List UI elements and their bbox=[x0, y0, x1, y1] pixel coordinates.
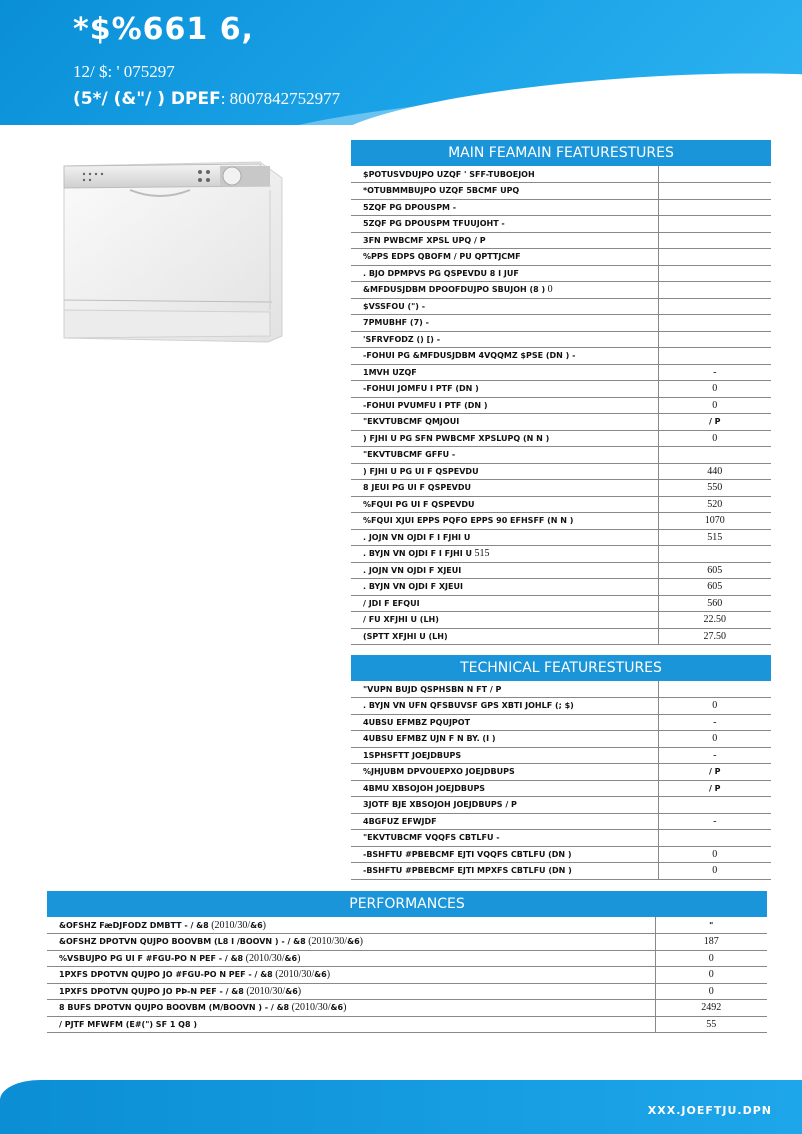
spec-label-part: %FQUI XJUI EPPS PQFO EPPS 90 EFHSFF (N N ) bbox=[363, 516, 574, 526]
spec-value bbox=[655, 983, 767, 1000]
spec-label-part: ) bbox=[343, 1002, 347, 1014]
spec-row bbox=[351, 397, 771, 414]
spec-value-text: 27.50 bbox=[703, 630, 726, 642]
spec-label-part: %JHJUBM DPVOUEPXO JOEJDBUPS bbox=[363, 767, 515, 777]
spec-value bbox=[658, 298, 771, 315]
header-swoosh bbox=[328, 57, 802, 125]
spec-row bbox=[351, 249, 771, 266]
spec-label-part: "EKVTUBCMF QMJOUI bbox=[363, 417, 460, 427]
spec-row bbox=[351, 480, 771, 497]
spec-value-text: 0 bbox=[712, 399, 718, 411]
spec-value-text: 0 bbox=[708, 969, 714, 981]
spec-label-part: &OFSHZ FæDJFODZ DMBTT - / &8 bbox=[59, 920, 209, 930]
spec-value bbox=[658, 249, 771, 266]
spec-value-text: / P bbox=[708, 767, 721, 777]
spec-label bbox=[47, 967, 655, 984]
spec-label bbox=[351, 579, 658, 596]
spec-value bbox=[658, 364, 771, 381]
spec-label bbox=[351, 199, 658, 216]
spec-label-part: ) bbox=[297, 985, 302, 997]
spec-label-part: (2010/30/ bbox=[243, 952, 285, 964]
spec-row bbox=[351, 430, 771, 447]
spec-label bbox=[47, 950, 655, 967]
spec-label-part: ) bbox=[262, 919, 266, 931]
header-banner bbox=[0, 0, 802, 125]
spec-label-part: 5ZQF PG DPOUSPM - bbox=[363, 202, 457, 212]
spec-row bbox=[351, 463, 771, 480]
spec-label-part: $POTUSVDUJPO UZQF ' SFF-TUBOEJOH bbox=[363, 169, 535, 179]
spec-label bbox=[351, 348, 658, 365]
spec-row bbox=[351, 447, 771, 464]
spec-label-part: "EKVTUBCMF VQQFS CBTLFU - bbox=[363, 833, 500, 843]
spec-label-part: . BYJN VN OJDI F XJEUI bbox=[363, 582, 463, 592]
spec-label-part: "VUPN BUJD QSPHSBN N FT / P bbox=[363, 684, 502, 694]
spec-value-text: 605 bbox=[707, 564, 723, 576]
spec-row bbox=[351, 331, 771, 348]
spec-label-part: / PJTF MFWFM (E#(") SF 1 Q8 ) bbox=[59, 1019, 197, 1029]
spec-label-part: ) FJHI U PG UI F QSPEVDU bbox=[363, 466, 479, 476]
spec-value bbox=[658, 747, 771, 764]
spec-row bbox=[47, 917, 767, 934]
spec-row bbox=[351, 813, 771, 830]
spec-value bbox=[658, 612, 771, 629]
spec-value-text: / P bbox=[708, 783, 721, 793]
spec-label-part: %FQUI PG UI F QSPEVDU bbox=[363, 499, 475, 509]
spec-value-text: / P bbox=[708, 417, 721, 427]
spec-value-text: - bbox=[713, 749, 717, 761]
performances-table bbox=[47, 917, 767, 1033]
spec-value-text: 550 bbox=[707, 482, 723, 494]
spec-label-part: 4BMU XBSOJOH JOEJDBUPS bbox=[363, 783, 486, 793]
spec-label bbox=[47, 1000, 655, 1017]
spec-row bbox=[351, 348, 771, 365]
spec-value-text: 0 bbox=[712, 432, 718, 444]
spec-label bbox=[351, 731, 658, 748]
spec-label bbox=[351, 447, 658, 464]
spec-value bbox=[658, 166, 771, 183]
spec-row bbox=[351, 265, 771, 282]
spec-value bbox=[658, 447, 771, 464]
spec-row bbox=[351, 298, 771, 315]
spec-value-text: 0 bbox=[712, 700, 718, 712]
spec-value-text: 2492 bbox=[701, 1002, 722, 1014]
spec-label bbox=[351, 813, 658, 830]
spec-row bbox=[351, 232, 771, 249]
spec-label bbox=[351, 331, 658, 348]
spec-label-part: / FU XFJHI U (LH) bbox=[363, 615, 439, 625]
spec-row bbox=[351, 513, 771, 530]
spec-value-text: 22.50 bbox=[703, 614, 726, 626]
spec-row bbox=[351, 628, 771, 645]
technical-features-header: TECHNICAL FEATURESTURES bbox=[351, 655, 771, 681]
spec-label-part: 7PMUBHF (7) - bbox=[363, 318, 429, 328]
spec-label bbox=[351, 265, 658, 282]
spec-label bbox=[351, 249, 658, 266]
spec-value bbox=[658, 579, 771, 596]
spec-value bbox=[658, 681, 771, 698]
spec-label bbox=[47, 1016, 655, 1033]
spec-row bbox=[351, 830, 771, 847]
spec-label-part: 515 bbox=[472, 548, 490, 560]
ean-value: : 8007842752977 bbox=[220, 89, 341, 108]
spec-label bbox=[47, 917, 655, 934]
spec-value bbox=[655, 1000, 767, 1017]
spec-label-part: 4BGFUZ EFWJDF bbox=[363, 816, 437, 826]
spec-label-part: . BJO DPMPVS PG QSPEVDU 8 I JUF bbox=[363, 268, 519, 278]
spec-value-text: 440 bbox=[707, 465, 723, 477]
spec-label bbox=[351, 315, 658, 332]
spec-value bbox=[658, 764, 771, 781]
spec-value bbox=[658, 430, 771, 447]
dishwasher-image bbox=[60, 160, 284, 360]
spec-value bbox=[658, 863, 771, 880]
spec-value bbox=[658, 529, 771, 546]
spec-label-part: ) bbox=[297, 952, 301, 964]
spec-label bbox=[351, 381, 658, 398]
spec-value bbox=[658, 183, 771, 200]
spec-value bbox=[658, 381, 771, 398]
spec-label bbox=[351, 562, 658, 579]
performances-header: PERFORMANCES bbox=[47, 891, 767, 917]
spec-value bbox=[655, 917, 767, 934]
spec-label-part: *OTUBMMBUJPO UZQF 5BCMF UPQ bbox=[363, 186, 520, 196]
spec-value-text: - bbox=[713, 716, 717, 728]
spec-label bbox=[351, 681, 658, 698]
spec-row bbox=[351, 797, 771, 814]
spec-value bbox=[658, 698, 771, 715]
spec-value bbox=[658, 546, 771, 563]
spec-label bbox=[351, 232, 658, 249]
spec-label-part: . JOJN VN OJDI F XJEUI bbox=[363, 565, 462, 575]
spec-label-part: 1MVH UZQF bbox=[363, 367, 417, 377]
spec-label-part: &6 bbox=[314, 970, 327, 980]
spec-label bbox=[351, 282, 658, 299]
spec-value-text: 0 bbox=[708, 952, 714, 964]
spec-row bbox=[351, 381, 771, 398]
spec-label bbox=[351, 714, 658, 731]
spec-label-part: 3JOTF BJE XBSOJOH JOEJDBUPS / P bbox=[363, 800, 517, 810]
spec-label bbox=[351, 480, 658, 497]
spec-label bbox=[351, 397, 658, 414]
spec-value-text: 55 bbox=[706, 1018, 717, 1030]
spec-label-part: %PPS EDPS QBOFM / PU QPTTJCMF bbox=[363, 252, 521, 262]
spec-row bbox=[351, 612, 771, 629]
spec-row bbox=[351, 282, 771, 299]
spec-row bbox=[351, 546, 771, 563]
spec-row bbox=[351, 698, 771, 715]
spec-value bbox=[658, 714, 771, 731]
spec-label bbox=[351, 166, 658, 183]
spec-label bbox=[351, 414, 658, 431]
spec-value bbox=[658, 628, 771, 645]
spec-row bbox=[351, 414, 771, 431]
spec-label-part: 1PXFS DPOTVN QUJPO JO PÞ-N PEF - / &8 bbox=[59, 986, 244, 996]
spec-label-part: 3FN PWBCMF XPSL UPQ / P bbox=[363, 235, 486, 245]
spec-row bbox=[47, 934, 767, 951]
spec-label bbox=[47, 983, 655, 1000]
spec-label-part: . BYJN VN OJDI F I FJHI U bbox=[363, 549, 472, 559]
spec-label-part: -FOHUI PVUMFU I PTF (DN ) bbox=[363, 400, 488, 410]
product-title: *$%661 6, bbox=[73, 12, 254, 47]
spec-label bbox=[351, 846, 658, 863]
spec-label-part: 8 BUFS DPOTVN QUJPO BOOVBM (M/BOOVN ) - / &8 bbox=[59, 1003, 290, 1013]
spec-value bbox=[658, 216, 771, 233]
spec-label bbox=[351, 364, 658, 381]
spec-value-text: 515 bbox=[707, 531, 723, 543]
spec-value bbox=[655, 934, 767, 951]
spec-value bbox=[658, 797, 771, 814]
spec-value bbox=[658, 731, 771, 748]
spec-label-part: ) bbox=[359, 936, 363, 948]
spec-value bbox=[658, 315, 771, 332]
spec-label bbox=[351, 298, 658, 315]
spec-label bbox=[351, 830, 658, 847]
spec-row bbox=[351, 714, 771, 731]
spec-label bbox=[351, 183, 658, 200]
spec-value bbox=[658, 830, 771, 847]
spec-row bbox=[351, 780, 771, 797]
spec-value bbox=[658, 595, 771, 612]
spec-row bbox=[351, 199, 771, 216]
spec-value-text: 560 bbox=[707, 597, 723, 609]
spec-value bbox=[658, 414, 771, 431]
spec-value bbox=[658, 813, 771, 830]
spec-row bbox=[47, 1016, 767, 1033]
spec-label-part: ) bbox=[326, 969, 331, 981]
spec-value-text: " bbox=[709, 920, 714, 930]
spec-row bbox=[351, 731, 771, 748]
spec-label bbox=[351, 698, 658, 715]
spec-label-part: (2010/30/ bbox=[305, 936, 348, 948]
spec-value-text: - bbox=[713, 815, 717, 827]
spec-label-part: &6 bbox=[285, 986, 298, 996]
spec-value-text: 0 bbox=[712, 865, 718, 877]
spec-label-part: 1PXFS DPOTVN QUJPO JO #FGU-PO N PEF - / &8 bbox=[59, 970, 273, 980]
spec-value bbox=[658, 496, 771, 513]
spec-row bbox=[351, 529, 771, 546]
spec-label-part: . JOJN VN OJDI F I FJHI U bbox=[363, 532, 471, 542]
spec-value bbox=[658, 265, 771, 282]
spec-row bbox=[47, 950, 767, 967]
spec-label-part: &6 bbox=[347, 937, 360, 947]
spec-value bbox=[658, 562, 771, 579]
spec-label bbox=[351, 529, 658, 546]
spec-value bbox=[658, 199, 771, 216]
spec-label-part: -BSHFTU #PBEBCMF EJTI VQQFS CBTLFU (DN ) bbox=[363, 849, 572, 859]
spec-value-text: 0 bbox=[712, 383, 718, 395]
spec-label-part: 0 bbox=[545, 284, 553, 296]
spec-value bbox=[658, 282, 771, 299]
spec-label bbox=[351, 463, 658, 480]
spec-label-part: &6 bbox=[284, 953, 298, 963]
spec-label bbox=[351, 430, 658, 447]
spec-label-part: 'SFRVFODZ () [) - bbox=[363, 334, 441, 344]
spec-row bbox=[351, 364, 771, 381]
spec-value bbox=[658, 348, 771, 365]
technical-features-table bbox=[351, 681, 771, 880]
main-features-table bbox=[351, 166, 771, 645]
spec-label-part: (2010/30/ bbox=[208, 919, 251, 931]
spec-value-text: 1070 bbox=[704, 515, 725, 527]
ean-label: (5*/ (&"/ ) DPEF bbox=[73, 89, 221, 109]
spec-label bbox=[351, 513, 658, 530]
spec-label-part: (2010/30/ bbox=[243, 985, 286, 997]
spec-row bbox=[47, 983, 767, 1000]
spec-value-text: - bbox=[713, 366, 717, 378]
spec-row bbox=[47, 967, 767, 984]
spec-label-part: (SPTT XFJHI U (LH) bbox=[363, 631, 448, 641]
spec-label-part: 4UBSU EFMBZ PQUJPOT bbox=[363, 717, 471, 727]
spec-value-text: 605 bbox=[707, 581, 723, 593]
spec-label-part: &6 bbox=[330, 1003, 344, 1013]
website-link[interactable]: XXX.JOEFTJU.DPN bbox=[647, 1104, 772, 1117]
spec-value bbox=[658, 397, 771, 414]
spec-label-part: "EKVTUBCMF GFFU - bbox=[363, 450, 456, 460]
spec-label-part: (2010/30/ bbox=[289, 1002, 331, 1014]
spec-label-part: 4UBSU EFMBZ UJN F N BY. (I ) bbox=[363, 734, 496, 744]
spec-value bbox=[658, 846, 771, 863]
spec-value bbox=[655, 950, 767, 967]
spec-label bbox=[351, 612, 658, 629]
spec-value bbox=[658, 513, 771, 530]
spec-label bbox=[351, 797, 658, 814]
spec-row bbox=[351, 579, 771, 596]
spec-row bbox=[351, 863, 771, 880]
spec-label-part: -FOHUI PG &MFDUSJDBM 4VQQMZ $PSE (DN ) - bbox=[363, 351, 576, 361]
spec-row bbox=[351, 846, 771, 863]
spec-value bbox=[655, 1016, 767, 1033]
spec-label-part: %VSBUJPO PG UI F #FGU-PO N PEF - / &8 bbox=[59, 953, 244, 963]
ean-code bbox=[73, 89, 340, 109]
spec-row bbox=[47, 1000, 767, 1017]
spec-value-text: 0 bbox=[712, 733, 718, 745]
spec-value-text: 0 bbox=[708, 985, 714, 997]
spec-value-text: 520 bbox=[707, 498, 723, 510]
main-features-header: MAIN FEAMAIN FEATURESTURES bbox=[351, 140, 771, 166]
spec-value-text: 187 bbox=[703, 936, 719, 948]
spec-label-part: $VSSFOU (") - bbox=[363, 301, 426, 311]
spec-label-part: ) FJHI U PG SFN PWBCMF XPSLUPQ (N N ) bbox=[363, 433, 550, 443]
spec-value bbox=[658, 780, 771, 797]
spec-row bbox=[351, 183, 771, 200]
spec-label bbox=[351, 747, 658, 764]
spec-row bbox=[351, 315, 771, 332]
spec-row bbox=[351, 681, 771, 698]
spec-row bbox=[351, 496, 771, 513]
spec-label-part: (2010/30/ bbox=[272, 969, 315, 981]
spec-label-part: &OFSHZ DPOTVN QUJPO BOOVBM (L8 I /BOOVN ) - / &8 bbox=[59, 937, 306, 947]
spec-value-text: 0 bbox=[712, 848, 718, 860]
spec-label bbox=[351, 628, 658, 645]
spec-label bbox=[351, 595, 658, 612]
spec-label bbox=[351, 863, 658, 880]
spec-value bbox=[658, 480, 771, 497]
spec-label-part: 1SPHSFTT JOEJDBUPS bbox=[363, 750, 462, 760]
spec-value bbox=[655, 967, 767, 984]
spec-label-part: / JDI F EFQUI bbox=[363, 598, 420, 608]
spec-row bbox=[351, 166, 771, 183]
spec-label-part: -FOHUI JOMFU I PTF (DN ) bbox=[363, 384, 479, 394]
spec-label bbox=[351, 496, 658, 513]
spec-label bbox=[47, 934, 655, 951]
spec-label bbox=[351, 216, 658, 233]
spec-label bbox=[351, 780, 658, 797]
spec-label-part: &6 bbox=[250, 920, 263, 930]
spec-row bbox=[351, 764, 771, 781]
spec-label bbox=[351, 764, 658, 781]
spec-row bbox=[351, 216, 771, 233]
spec-label-part: &MFDUSJDBM DPOOFDUJPO SBUJOH (8 ) bbox=[363, 285, 546, 295]
spec-label-part: 5ZQF PG DPOUSPM TFUUJOHT - bbox=[363, 219, 505, 229]
spec-value bbox=[658, 331, 771, 348]
spec-label bbox=[351, 546, 658, 563]
spec-label-part: . BYJN VN UFN QFSBUVSF GPS XBTI JOHLF (; $) bbox=[363, 701, 574, 711]
spec-label-part: -BSHFTU #PBEBCMF EJTI MPXFS CBTLFU (DN ) bbox=[363, 866, 572, 876]
product-code: 12/ $: ' 075297 bbox=[73, 62, 175, 81]
spec-row bbox=[351, 562, 771, 579]
spec-value bbox=[658, 232, 771, 249]
spec-row bbox=[351, 747, 771, 764]
spec-label-part: 8 JEUI PG UI F QSPEVDU bbox=[363, 483, 471, 493]
spec-row bbox=[351, 595, 771, 612]
spec-value bbox=[658, 463, 771, 480]
